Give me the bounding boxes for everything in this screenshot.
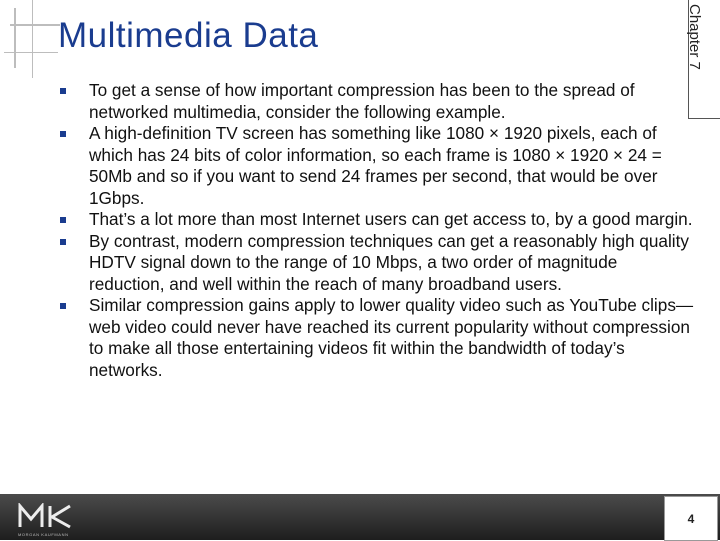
bullet-icon	[60, 303, 66, 309]
bullet-item	[60, 209, 696, 231]
bullet-item	[60, 295, 696, 381]
page-number: 4	[664, 496, 718, 541]
bullet-item	[60, 80, 696, 123]
bullet-item	[60, 123, 696, 209]
decorative-line	[14, 8, 16, 68]
bullet-item	[60, 231, 696, 296]
decorative-line	[4, 52, 58, 53]
bullet-icon	[60, 217, 66, 223]
publisher-logo	[18, 503, 74, 529]
bullet-text: A high-definition TV screen has something like 1080 × 1920 pixels, each of which has 24 bits of color information, so each frame is 1080 × 1920 × 24 = 50Mb and so if you want to send 24 frames per second, that would be over 1Gbps.	[89, 123, 662, 208]
bullet-icon	[60, 239, 66, 245]
decorative-line	[32, 0, 33, 78]
bullet-icon	[60, 131, 66, 137]
bullet-text: By contrast, modern compression techniques can get a reasonably high quality HDTV signal down to the range of 10 Mbps, a two order of magnitude reduction, and well within the reach of many broadband users.	[89, 230, 689, 294]
bullet-text: To get a sense of how important compression has been to the spread of networked multimedia, consider the following example.	[89, 80, 635, 122]
bullet-text: Similar compression gains apply to lower quality video such as YouTube clips—web video could never have reached its current popularity without compression to make all those entertaining videos fit within the bandwidth of today’s networks.	[89, 295, 694, 380]
slide-title: Multimedia Data	[58, 16, 319, 55]
bullet-list	[60, 80, 696, 381]
decorative-line	[10, 24, 60, 26]
publisher-name: MORGAN KAUFMANN	[18, 532, 69, 537]
bullet-text: That’s a lot more than most Internet users can get access to, by a good margin.	[89, 209, 693, 229]
bullet-icon	[60, 88, 66, 94]
footer-bar	[0, 494, 720, 540]
chapter-label: Chapter 7	[686, 4, 703, 70]
